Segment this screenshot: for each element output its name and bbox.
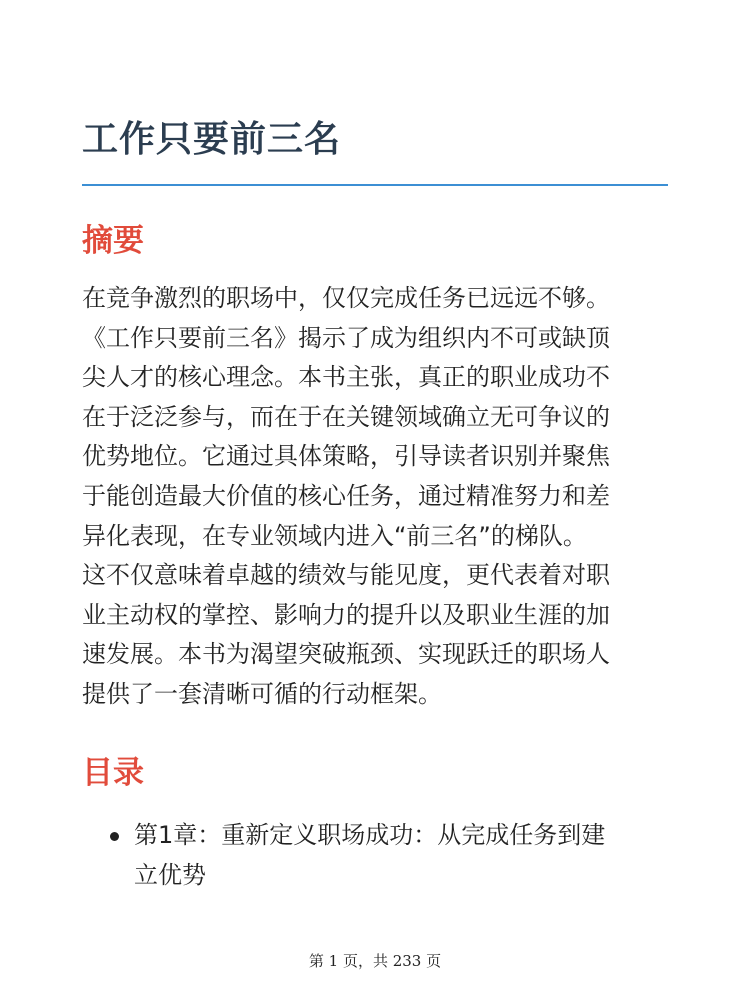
abstract-line: 《工作只要前三名》揭示了成为组织内不可或缺顶 [82, 323, 610, 352]
page-footer: 第 1 页，共 233 页 [308, 952, 442, 970]
abstract-line: 业主动权的掌控、影响力的提升以及职业生涯的加 [82, 600, 610, 629]
abstract-line: 在于泛泛参与，而在于在关键领域确立无可争议的 [82, 402, 610, 431]
abstract-heading: 摘要 [82, 223, 144, 259]
abstract-line: 这不仅意味着卓越的绩效与能见度，更代表着对职 [82, 561, 610, 590]
title-divider [82, 184, 668, 186]
abstract-line: 异化表现，在专业领域内进入“前三名”的梯队。 [82, 521, 587, 550]
abstract-line: 尖人才的核心理念。本书主张，真正的职业成功不 [82, 363, 610, 392]
toc-item-line: 立优势 [134, 860, 206, 889]
toc-list [82, 816, 672, 895]
toc-item-line: 第1章：重新定义职场成功：从完成任务到建 [134, 821, 606, 849]
bullet-icon [110, 832, 119, 841]
abstract-line: 优势地位。它通过具体策略，引导读者识别并聚焦 [82, 442, 610, 471]
abstract-line: 提供了一套清晰可循的行动框架。 [82, 679, 442, 708]
toc-item-label [134, 816, 672, 895]
abstract-line: 在竞争激烈的职场中，仅仅完成任务已远远不够。 [82, 284, 610, 312]
abstract-line: 于能创造最大价值的核心任务，通过精准努力和差 [82, 481, 610, 510]
abstract-line: 速发展。本书为渴望突破瓶颈、实现跃迁的职场人 [82, 640, 610, 669]
page-title: 工作只要前三名 [82, 119, 342, 160]
abstract-paragraph [82, 279, 672, 715]
toc-item-chapter-1[interactable] [82, 816, 672, 895]
toc-heading: 目录 [82, 755, 144, 791]
